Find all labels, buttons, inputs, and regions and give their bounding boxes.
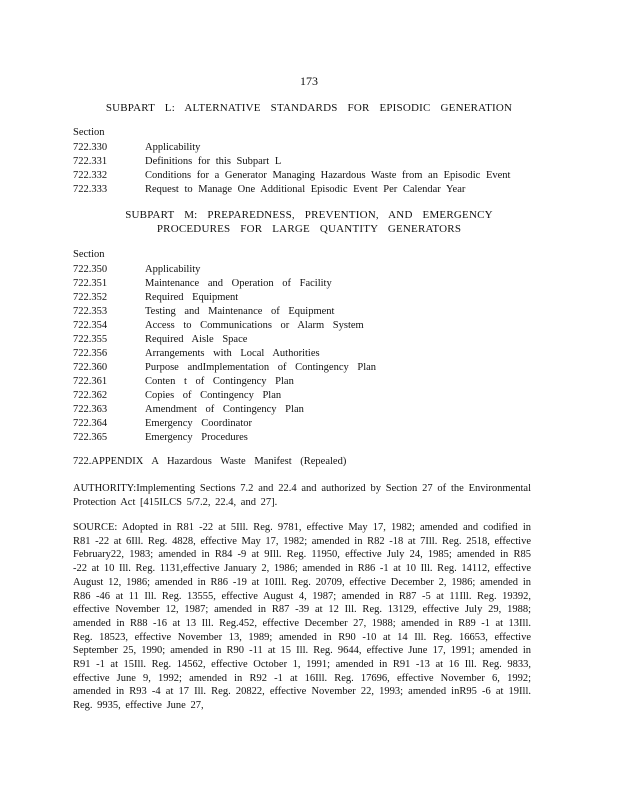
section-entry bbox=[73, 141, 543, 155]
section-entry bbox=[73, 319, 543, 333]
section-entry bbox=[73, 361, 543, 375]
section-title: Purpose andImplementation of Contingency Plan bbox=[145, 362, 377, 373]
section-number: 722.362 bbox=[73, 390, 108, 401]
section-title: Access to Communications or Alarm System bbox=[145, 320, 364, 331]
section-number: 722.330 bbox=[73, 142, 108, 153]
section-title: Arrangements with Local Authorities bbox=[145, 348, 320, 359]
section-title: Emergency Procedures bbox=[145, 432, 248, 443]
section-entry bbox=[73, 389, 543, 403]
section-entry bbox=[73, 305, 543, 319]
section-number: 722.365 bbox=[73, 432, 108, 443]
section-entry bbox=[73, 155, 543, 169]
section-entry bbox=[73, 333, 543, 347]
section-entry bbox=[73, 403, 543, 417]
section-number: 722.351 bbox=[73, 278, 108, 289]
page-number: 173 bbox=[300, 74, 318, 88]
section-title: Applicability bbox=[145, 264, 201, 275]
subpart-m-heading-line2: PROCEDURES FOR LARGE QUANTITY GENERATORS bbox=[156, 223, 462, 235]
section-title: Required Aisle Space bbox=[145, 334, 248, 345]
subpart-m-heading-line1: SUBPART M: PREPAREDNESS, PREVENTION, AND EMERGENCY bbox=[125, 209, 493, 221]
section-label: Section bbox=[73, 127, 105, 138]
section-number: 722.361 bbox=[73, 376, 108, 387]
section-title: Conditions for a Generator Managing Hazardous Waste from an Episodic Event bbox=[145, 170, 511, 181]
section-entry bbox=[73, 291, 543, 305]
section-entry bbox=[73, 277, 543, 291]
section-title: Amendment of Contingency Plan bbox=[145, 404, 304, 415]
section-entry bbox=[73, 375, 543, 389]
section-number: 722.352 bbox=[73, 292, 108, 303]
section-number: 722.331 bbox=[73, 156, 108, 167]
section-title: Copies of Contingency Plan bbox=[145, 390, 282, 401]
subpart-l-heading: SUBPART L: ALTERNATIVE STANDARDS FOR EPISODIC GENERATION bbox=[105, 102, 513, 114]
section-number: 722.353 bbox=[73, 306, 108, 317]
section-number: 722.363 bbox=[73, 404, 108, 415]
source-paragraph: SOURCE: Adopted in R81 -22 at 5Ill. Reg. 9781, effective May 17, 1982; amended and codified in R81 -22 at 6Ill. Reg. 4828, effective May 17, 1982; amended in R82 -18 at 7Ill. Reg. 2518, effective February22, 1983; amended in R84 -9 at 9Ill. Reg. 11950, effective July 24, 1985; amended in R85 -22 at 10 Ill. Reg. 1131,effective January 2, 1986; amended in R86 -1 at 10 Ill. Reg. 14112, effective August 12, 1986; amended in R86 -19 at 10Ill. Reg. 20709, effective December 2, 1986; amended in R86 -46 at 11 Ill. Reg. 13555, effective August 4, 1987; amended in R87 -5 at 11Ill. Reg. 19392, effective November 12, 1987; amended in R87 -39 at 12 Ill. Reg. 13129, effective July 29, 1988; amended in R88 -16 at 13 Ill. Reg.452, effective December 27, 1988; amended in R89 -1 at 13Ill. Reg. 18523, effective November 13, 1989; amended in R90 -10 at 14 Ill. Reg. 16653, effective September 25, 1990; amended in R90 -11 at 15 Ill. Reg. 9644, effective June 17, 1991; amended in R91 -1 at 15Ill. Reg. 14562, effective October 1, 1991; amended in R91 -13 at 16 Ill. Reg. 9833, effective June 9, 1992; amended in R92 -1 at 16Ill. Reg. 17696, effective November 6, 1992; amended in R93 -4 at 17 Ill. Reg. 20822, effective November 22, 1993; amended inR95 -6 at 19Ill. Reg. 9935, effective June 27, bbox=[73, 522, 531, 712]
section-number: 722.350 bbox=[73, 264, 108, 275]
section-title: Applicability bbox=[145, 142, 201, 153]
section-number: 722.332 bbox=[73, 170, 108, 181]
section-entry bbox=[73, 169, 543, 183]
authority-paragraph: AUTHORITY:Implementing Sections 7.2 and 22.4 and authorized by Section 27 of the Environmental Protection Act [415ILCS 5/7.2, 22.4, and 27]. bbox=[73, 483, 531, 508]
section-entry bbox=[73, 183, 543, 197]
section-title: Maintenance and Operation of Facility bbox=[145, 278, 332, 289]
section-number: 722.333 bbox=[73, 184, 108, 195]
section-title: Definitions for this Subpart L bbox=[145, 156, 282, 167]
section-entry bbox=[73, 417, 543, 431]
section-number: 722.360 bbox=[73, 362, 108, 373]
section-number: 722.355 bbox=[73, 334, 108, 345]
section-title: Conten t of Contingency Plan bbox=[145, 376, 294, 387]
section-title: Request to Manage One Additional Episodic Event Per Calendar Year bbox=[145, 184, 466, 195]
section-entry bbox=[73, 263, 543, 277]
section-number: 722.356 bbox=[73, 348, 108, 359]
section-number: 722.364 bbox=[73, 418, 108, 429]
section-label: Section bbox=[73, 249, 105, 260]
section-entry bbox=[73, 431, 543, 445]
section-entry bbox=[73, 347, 543, 361]
subpart-m-section-list bbox=[73, 263, 543, 445]
subpart-l-section-list bbox=[73, 141, 543, 197]
section-title: Emergency Coordinator bbox=[145, 418, 252, 429]
section-title: Required Equipment bbox=[145, 292, 239, 303]
appendix-line: 722.APPENDIX A Hazardous Waste Manifest (Repealed) bbox=[73, 456, 347, 467]
section-number: 722.354 bbox=[73, 320, 108, 331]
section-title: Testing and Maintenance of Equipment bbox=[145, 306, 335, 317]
